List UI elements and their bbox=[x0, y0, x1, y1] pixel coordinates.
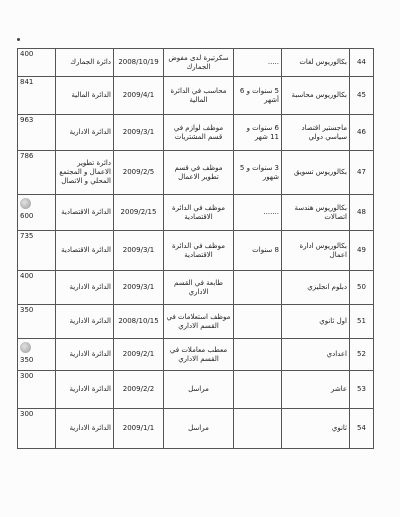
table-row bbox=[18, 115, 374, 151]
amount-value: 400 bbox=[20, 272, 34, 280]
experience-cell: 8 سنوات bbox=[234, 231, 282, 271]
table-row bbox=[18, 151, 374, 195]
amount-value: 300 bbox=[20, 410, 34, 418]
date-cell: 2009/3/1 bbox=[114, 271, 164, 305]
table-body bbox=[18, 49, 374, 449]
job-title-cell: مراسل bbox=[164, 371, 234, 409]
table-row bbox=[18, 77, 374, 115]
amount-value: 963 bbox=[20, 116, 34, 124]
amount-cell bbox=[18, 115, 56, 151]
qualification-cell: بكالوريوس تسويق bbox=[282, 151, 350, 195]
amount-cell bbox=[18, 339, 56, 371]
experience-cell bbox=[234, 271, 282, 305]
qualification-cell: اعدادي bbox=[282, 339, 350, 371]
date-cell: 2009/2/1 bbox=[114, 339, 164, 371]
amount-cell bbox=[18, 195, 56, 231]
amount-value: 600 bbox=[20, 212, 34, 220]
amount-value: 350 bbox=[20, 306, 34, 314]
punch-hole bbox=[20, 342, 31, 353]
table-row bbox=[18, 195, 374, 231]
table-row bbox=[18, 271, 374, 305]
amount-cell bbox=[18, 151, 56, 195]
amount-cell bbox=[18, 409, 56, 449]
date-cell: 2009/2/5 bbox=[114, 151, 164, 195]
experience-cell: 6 سنوات و 11 شهر bbox=[234, 115, 282, 151]
qualification-cell: ماجستير اقتصاد سياسي دولي bbox=[282, 115, 350, 151]
qualification-cell: بكالوريوس هندسة اتصالات bbox=[282, 195, 350, 231]
table-row bbox=[18, 339, 374, 371]
department-cell: الدائرة الاقتصادية bbox=[56, 195, 114, 231]
date-cell: 2008/10/19 bbox=[114, 49, 164, 77]
amount-cell bbox=[18, 271, 56, 305]
experience-cell: 5 سنوات و 6 أشهر bbox=[234, 77, 282, 115]
job-title-cell: مراسل bbox=[164, 409, 234, 449]
table-row bbox=[18, 49, 374, 77]
date-cell: 2009/3/1 bbox=[114, 115, 164, 151]
amount-value: 735 bbox=[20, 232, 34, 240]
amount-value: 400 bbox=[20, 50, 34, 58]
row-number-cell: 51 bbox=[350, 305, 374, 339]
date-cell: 2009/3/1 bbox=[114, 231, 164, 271]
table-row bbox=[18, 231, 374, 271]
amount-cell bbox=[18, 231, 56, 271]
department-cell: الدائرة المالية bbox=[56, 77, 114, 115]
amount-cell bbox=[18, 305, 56, 339]
amount-cell bbox=[18, 371, 56, 409]
amount-value: 300 bbox=[20, 372, 34, 380]
experience-cell: ..... bbox=[234, 49, 282, 77]
row-number-cell: 52 bbox=[350, 339, 374, 371]
scan-speck bbox=[17, 38, 20, 41]
amount-value: 841 bbox=[20, 78, 34, 86]
department-cell: دائرة تطوير الاعمال و المجتمع المحلي و الاتصال bbox=[56, 151, 114, 195]
qualification-cell: عاشر bbox=[282, 371, 350, 409]
date-cell: 2009/2/15 bbox=[114, 195, 164, 231]
table-row bbox=[18, 371, 374, 409]
date-cell: 2009/4/1 bbox=[114, 77, 164, 115]
qualification-cell: بكالوريوس ادارة اعمال bbox=[282, 231, 350, 271]
amount-value: 350 bbox=[20, 356, 34, 364]
department-cell: الدائرة الادارية bbox=[56, 339, 114, 371]
experience-cell bbox=[234, 305, 282, 339]
department-cell: الدائرة الادارية bbox=[56, 371, 114, 409]
job-title-cell: معطب معاملات في القسم الاداري bbox=[164, 339, 234, 371]
table-row bbox=[18, 409, 374, 449]
department-cell: الدائرة الادارية bbox=[56, 271, 114, 305]
department-cell: الدائرة الادارية bbox=[56, 409, 114, 449]
job-title-cell: طابعة في القسم الاداري bbox=[164, 271, 234, 305]
job-title-cell: موظف لوازم في قسم المشتريات bbox=[164, 115, 234, 151]
row-number-cell: 46 bbox=[350, 115, 374, 151]
qualification-cell: دبلوم انجليزي bbox=[282, 271, 350, 305]
experience-cell bbox=[234, 409, 282, 449]
date-cell: 2009/2/2 bbox=[114, 371, 164, 409]
row-number-cell: 54 bbox=[350, 409, 374, 449]
job-title-cell: سكرتيرة لدى مفوض الجمارك bbox=[164, 49, 234, 77]
row-number-cell: 50 bbox=[350, 271, 374, 305]
experience-cell bbox=[234, 371, 282, 409]
department-cell: الدائرة الاقتصادية bbox=[56, 231, 114, 271]
department-cell: دائرة الجمارك bbox=[56, 49, 114, 77]
qualification-cell: ثانوي bbox=[282, 409, 350, 449]
row-number-cell: 48 bbox=[350, 195, 374, 231]
qualification-cell: اول ثانوي bbox=[282, 305, 350, 339]
row-number-cell: 53 bbox=[350, 371, 374, 409]
table-row bbox=[18, 305, 374, 339]
department-cell: الدائرة الادارية bbox=[56, 305, 114, 339]
job-title-cell: موظف في قسم تطوير الاعمال bbox=[164, 151, 234, 195]
row-number-cell: 49 bbox=[350, 231, 374, 271]
row-number-cell: 47 bbox=[350, 151, 374, 195]
punch-hole bbox=[20, 198, 31, 209]
employee-table bbox=[17, 48, 374, 449]
experience-cell: ....... bbox=[234, 195, 282, 231]
job-title-cell: موظف استعلامات في القسم الاداري bbox=[164, 305, 234, 339]
amount-value: 786 bbox=[20, 152, 34, 160]
experience-cell bbox=[234, 339, 282, 371]
qualification-cell: بكالوريوس محاسبة bbox=[282, 77, 350, 115]
qualification-cell: بكالوريوس لغات bbox=[282, 49, 350, 77]
row-number-cell: 45 bbox=[350, 77, 374, 115]
row-number-cell: 44 bbox=[350, 49, 374, 77]
date-cell: 2009/1/1 bbox=[114, 409, 164, 449]
department-cell: الدائرة الادارية bbox=[56, 115, 114, 151]
date-cell: 2008/10/15 bbox=[114, 305, 164, 339]
job-title-cell: محاسب في الدائرة المالية bbox=[164, 77, 234, 115]
job-title-cell: موظف في الدائرة الاقتصادية bbox=[164, 195, 234, 231]
job-title-cell: موظف في الدائرة الاقتصادية bbox=[164, 231, 234, 271]
amount-cell bbox=[18, 49, 56, 77]
experience-cell: 3 سنوات و 5 شهور bbox=[234, 151, 282, 195]
amount-cell bbox=[18, 77, 56, 115]
